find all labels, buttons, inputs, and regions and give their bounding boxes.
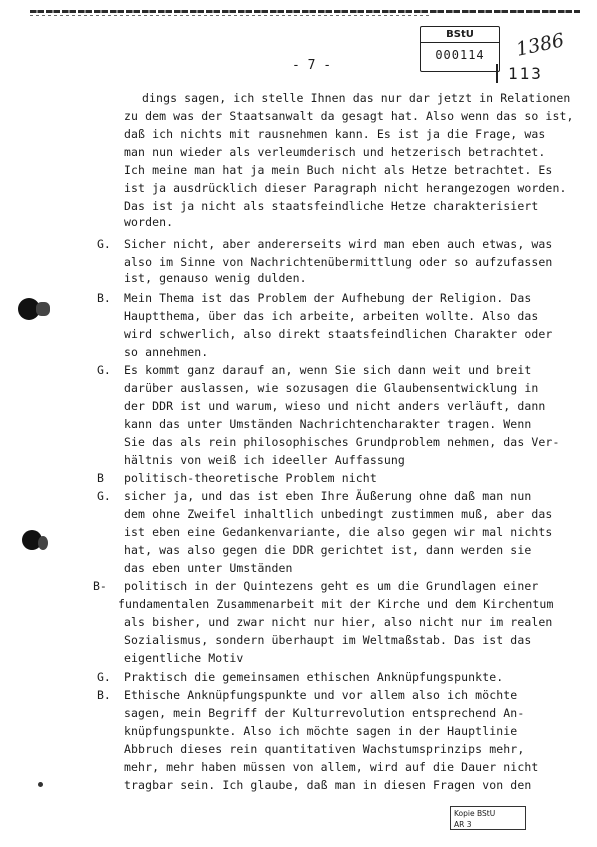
speaker-marker: G. [97, 363, 111, 377]
text-line: darüber auslassen, wie sozusagen die Glaubensentwicklung in [124, 381, 539, 395]
text-line: sicher ja, und das ist eben Ihre Äußerung ohne daß man nun [124, 489, 532, 503]
top-scan-border [30, 10, 580, 13]
text-line: daß ich nichts mit rausnehmen kann. Es ist ja die Frage, was [124, 127, 546, 141]
bstu-stamp [420, 26, 500, 72]
text-line: Das ist ja nicht als staatsfeindliche Hetze charakterisiert [124, 199, 539, 213]
speaker-marker: G. [97, 670, 111, 684]
text-line: Sie das als rein philosophisches Grundproblem nehmen, das Ver- [124, 435, 560, 449]
archive-copy-stamp [450, 806, 526, 830]
text-line: sagen, mein Begriff der Kulturrevolution entsprechend An- [124, 706, 525, 720]
text-line: wird schwerlich, also direkt staatsfeindlichen Charakter oder [124, 327, 553, 341]
text-line: also im Sinne von Nachrichtenübermittlung oder so aufzufassen [124, 255, 553, 269]
text-line: das eben unter Umständen [124, 561, 293, 575]
speaker-marker: G. [97, 237, 111, 251]
text-line: politisch in der Quintezens geht es um die Grundlagen einer [124, 579, 539, 593]
stamp-title: BStU [421, 27, 499, 43]
text-line: kann das unter Umständen Nachrichtencharakter tragen. Wenn [124, 417, 532, 431]
text-line: ist, genauso wenig dulden. [124, 271, 307, 285]
page-number: - 7 - [292, 58, 332, 73]
speaker-marker: B [97, 471, 104, 485]
handwritten-page-number: 1386 [514, 29, 567, 61]
text-line: hat, was also gegen die DDR gerichtet ist, dann werden sie [124, 543, 532, 557]
text-line: Ethische Anknüpfungspunkte und vor allem also ich möchte [124, 688, 518, 702]
text-line: Sozialismus, sondern überhaupt im Weltmaßstab. Das ist das [124, 633, 532, 647]
speaker-marker: B. [97, 291, 111, 305]
speaker-marker: B- [93, 579, 107, 593]
text-line: Praktisch die gemeinsamen ethischen Anknüpfungspunkte. [124, 670, 504, 684]
text-line: Abbruch dieses rein quantitativen Wachstumsprinzips mehr, [124, 742, 525, 756]
text-line: ist eben eine Gedankenvariante, die also gegen wir mal nichts [124, 525, 553, 539]
ink-smudge [38, 782, 43, 787]
text-line: Sicher nicht, aber andererseits wird man eben auch etwas, was [124, 237, 553, 251]
text-line: politisch-theoretische Problem nicht [124, 471, 377, 485]
archive-stamp-line-1: Kopie BStU [454, 809, 496, 818]
text-line: knüpfungspunkte. Also ich möchte sagen in der Hauptlinie [124, 724, 518, 738]
text-line: der DDR ist und warum, wieso und nicht anders verläuft, dann [124, 399, 546, 413]
text-line: hältnis von weiß ich ideeller Auffassung [124, 453, 405, 467]
text-line: fundamentalen Zusammenarbeit mit der Kirche und dem Kirchentum [118, 597, 554, 611]
text-line: zu dem was der Staatsanwalt da gesagt hat. Also wenn das so ist, [124, 109, 574, 123]
text-line: als bisher, und zwar nicht nur hier, also nicht nur im realen [124, 615, 553, 629]
text-line: mehr, mehr haben müssen von allem, wird auf die Dauer nicht [124, 760, 539, 774]
archive-stamp-line-2: AR 3 [454, 820, 472, 829]
text-line: so annehmen. [124, 345, 209, 359]
stamp-number: 000114 [435, 48, 485, 62]
punch-hole-bottom-tear [38, 536, 48, 550]
text-line: tragbar sein. Ich glaube, daß man in diesen Fragen von den [124, 778, 532, 792]
text-line: dings sagen, ich stelle Ihnen das nur dar jetzt in Relationen [142, 91, 571, 105]
text-line: eigentliche Motiv [124, 651, 244, 665]
text-line: worden. [124, 215, 174, 229]
speaker-marker: B. [97, 688, 111, 702]
text-line: ist ja ausdrücklich dieser Paragraph nicht herangezogen worden. [124, 181, 567, 195]
folio-number: 113 [496, 64, 543, 83]
speaker-marker: G. [97, 489, 111, 503]
punch-hole-top-tear [36, 302, 50, 316]
top-scan-border-secondary [30, 15, 430, 16]
text-line: Es kommt ganz darauf an, wenn Sie sich dann weit und breit [124, 363, 532, 377]
text-line: Hauptthema, über das ich arbeite, arbeiten wollte. Also das [124, 309, 539, 323]
text-line: man nun wieder als verleumderisch und hetzerisch betrachtet. [124, 145, 546, 159]
text-line: dem ohne Zweifel inhaltlich unbedingt zustimmen muß, aber das [124, 507, 553, 521]
text-line: Ich meine man hat ja mein Buch nicht als Hetze betrachtet. Es [124, 163, 553, 177]
text-line: Mein Thema ist das Problem der Aufhebung der Religion. Das [124, 291, 532, 305]
